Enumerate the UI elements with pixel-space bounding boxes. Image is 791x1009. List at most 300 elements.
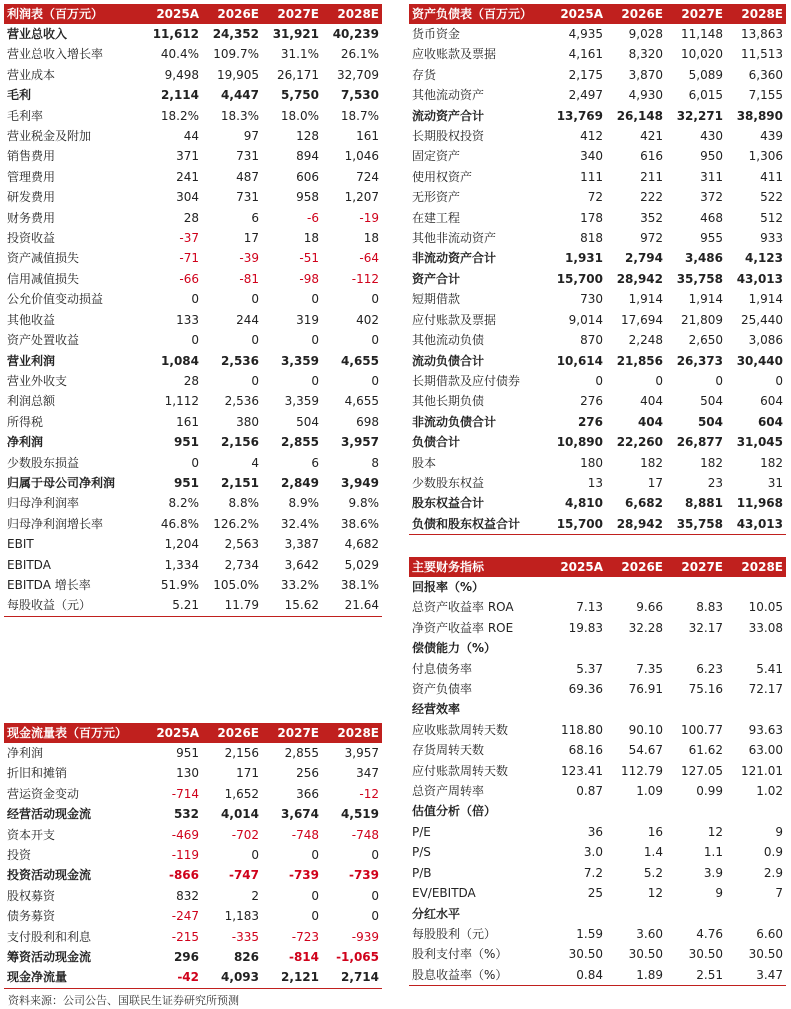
row-label: 在建工程 xyxy=(412,210,461,225)
row-label: 折旧和摊销 xyxy=(7,766,68,781)
cell-value: 366 xyxy=(296,786,319,801)
row-label: 偿债能力（%） xyxy=(412,641,497,656)
cell-value: 13,769 xyxy=(556,108,603,123)
cell-value: 63.00 xyxy=(748,743,783,758)
cell-value: 468 xyxy=(700,210,723,225)
table-row xyxy=(409,842,786,862)
row-label: 经营效率 xyxy=(412,702,461,717)
row-label: 资产合计 xyxy=(412,271,461,286)
cell-value: 604 xyxy=(760,394,783,409)
cell-value: 0 xyxy=(191,455,199,470)
cell-value: 21.64 xyxy=(322,595,382,616)
cell-value: 3,674 xyxy=(281,807,319,822)
row-label: 财务费用 xyxy=(7,210,56,225)
table-row xyxy=(4,371,382,391)
cell-value: 28,942 xyxy=(606,514,666,535)
cell-value: 894 xyxy=(296,149,319,164)
cell-value: 161 xyxy=(176,414,199,429)
cell-value: 244 xyxy=(236,312,259,327)
cell-value: 0 xyxy=(371,888,379,903)
table-header-row xyxy=(4,723,382,743)
table-row xyxy=(409,391,786,411)
cell-value: 0 xyxy=(311,888,319,903)
row-label: 存货 xyxy=(412,67,437,82)
cell-value: 28 xyxy=(183,373,199,388)
cell-value: 31.1% xyxy=(280,47,319,62)
cell-value: 2,849 xyxy=(281,475,319,490)
table-row xyxy=(4,146,382,166)
cell-value: 730 xyxy=(580,292,603,307)
cell-value: 69.36 xyxy=(568,682,603,697)
table-row xyxy=(409,126,786,146)
table-row xyxy=(409,228,786,248)
cell-value: 404 xyxy=(637,414,663,429)
row-label: 负债和股东权益合计 xyxy=(409,514,546,535)
row-label: EBITDA 增长率 xyxy=(7,577,91,592)
row-label: 流动负债合计 xyxy=(412,353,485,368)
cell-value: 5.21 xyxy=(142,595,202,616)
table-row xyxy=(409,453,786,473)
cell-value: 276 xyxy=(577,414,603,429)
cell-value: 0 xyxy=(595,373,603,388)
table-row xyxy=(4,412,382,432)
row-label: 投资 xyxy=(7,848,32,863)
table-row xyxy=(409,740,786,760)
cell-value: 256 xyxy=(296,766,319,781)
table-row xyxy=(4,743,382,763)
table-row xyxy=(4,555,382,575)
row-label: 股本 xyxy=(412,455,437,470)
table-row xyxy=(4,228,382,248)
table-row xyxy=(4,906,382,926)
cell-value: 6.60 xyxy=(756,926,783,941)
cell-value: 90.10 xyxy=(628,722,663,737)
cell-value: 7,155 xyxy=(748,88,783,103)
table-row xyxy=(4,886,382,906)
column-header: 2028E xyxy=(726,557,786,577)
cell-value: 487 xyxy=(236,169,259,184)
cell-value: 439 xyxy=(760,129,783,144)
row-label: EV/EBITDA xyxy=(412,886,476,901)
table-row xyxy=(4,927,382,947)
cell-value: 22,260 xyxy=(616,435,663,450)
cell-value: 17 xyxy=(647,475,663,490)
cell-value: -702 xyxy=(231,827,259,842)
cell-value: 36 xyxy=(587,824,603,839)
cell-value: 1.59 xyxy=(576,926,603,941)
income-statement-table xyxy=(4,4,382,617)
column-header: 2027E xyxy=(666,4,726,24)
cell-value: 15.62 xyxy=(262,595,322,616)
cell-value: 33.2% xyxy=(280,577,319,592)
cell-value: 40.4% xyxy=(160,47,199,62)
cell-value: 12 xyxy=(647,886,663,901)
cell-value: 10,020 xyxy=(681,47,723,62)
column-header: 2025A xyxy=(546,4,606,24)
row-label: 长期借款及应付债券 xyxy=(412,373,521,388)
cell-value: 276 xyxy=(580,394,603,409)
cell-value: 3,387 xyxy=(284,537,319,552)
row-label: 总资产收益率 ROA xyxy=(412,600,514,615)
cell-value: 32,271 xyxy=(676,108,723,123)
cell-value: 818 xyxy=(580,231,603,246)
cell-value: 211 xyxy=(640,169,663,184)
cell-value: 2,563 xyxy=(224,537,259,552)
cell-value: 54.67 xyxy=(628,743,663,758)
cell-value: 9,498 xyxy=(164,67,199,82)
table-row xyxy=(4,865,382,885)
cell-value: 4,123 xyxy=(745,251,783,266)
cell-value: -866 xyxy=(168,868,199,883)
cell-value: 512 xyxy=(760,210,783,225)
table-row xyxy=(4,44,382,64)
cell-value: 9,028 xyxy=(628,27,663,41)
cell-value: -814 xyxy=(288,950,319,965)
cell-value: 2,175 xyxy=(568,67,603,82)
row-label: 非流动负债合计 xyxy=(412,414,497,429)
cell-value: 6,015 xyxy=(688,88,723,103)
row-label: 资产减值损失 xyxy=(7,251,80,266)
cell-value: 123.41 xyxy=(561,763,603,778)
balance-sheet-table xyxy=(409,4,786,535)
cell-value: 0 xyxy=(311,848,319,863)
cell-value: 18.2% xyxy=(160,108,199,123)
row-label: 少数股东权益 xyxy=(412,475,485,490)
cell-value: 0 xyxy=(251,333,259,348)
cell-value: 2,714 xyxy=(322,967,382,988)
cell-value: 7.2 xyxy=(583,865,603,880)
table-row xyxy=(409,514,786,535)
cell-value: 112.79 xyxy=(621,763,663,778)
row-label: EBITDA xyxy=(7,557,51,572)
row-label: 长期股权投资 xyxy=(412,129,485,144)
cell-value: -739 xyxy=(288,868,319,883)
cell-value: 2,650 xyxy=(688,333,723,348)
row-label: 非流动资产合计 xyxy=(412,251,497,266)
table-row xyxy=(409,720,786,740)
section-header-row xyxy=(409,904,786,924)
table-header-row xyxy=(4,4,382,24)
row-label: 应付账款周转天数 xyxy=(412,763,509,778)
table-row xyxy=(409,310,786,330)
table-row xyxy=(4,967,382,988)
cell-value: 16 xyxy=(647,824,663,839)
table-row xyxy=(409,167,786,187)
cell-value: 3,359 xyxy=(284,394,319,409)
table-row xyxy=(409,24,786,44)
table-row xyxy=(4,473,382,493)
cell-value: 0.99 xyxy=(696,784,723,799)
cell-value: 9.8% xyxy=(348,496,379,511)
cell-value: 352 xyxy=(640,210,663,225)
row-label: EBIT xyxy=(7,537,34,552)
cell-value: -42 xyxy=(142,967,202,988)
cell-value: 61.62 xyxy=(688,743,723,758)
cell-value: 4 xyxy=(251,455,259,470)
cell-value: 5.41 xyxy=(756,661,783,676)
table-row xyxy=(409,822,786,842)
cell-value: 724 xyxy=(356,169,379,184)
cell-value: 40,239 xyxy=(332,27,379,41)
table-row xyxy=(409,330,786,350)
cell-value: 0 xyxy=(311,333,319,348)
table-row xyxy=(409,473,786,493)
row-label: 归属于母公司净利润 xyxy=(7,475,116,490)
table-row xyxy=(4,85,382,105)
cell-value: 1,334 xyxy=(164,557,199,572)
row-label: 其他长期负债 xyxy=(412,394,485,409)
cell-value: 4,093 xyxy=(202,967,262,988)
cell-value: -112 xyxy=(351,271,379,286)
cell-value: 0 xyxy=(311,373,319,388)
cell-value: 32,709 xyxy=(337,67,379,82)
cell-value: -6 xyxy=(307,210,319,225)
cell-value: 105.0% xyxy=(213,577,259,592)
cell-value: 2,536 xyxy=(221,353,259,368)
cell-value: -723 xyxy=(291,929,319,944)
cell-value: -71 xyxy=(179,251,199,266)
cell-value: 31,921 xyxy=(272,27,319,41)
table-row xyxy=(409,761,786,781)
cell-value: -19 xyxy=(359,210,379,225)
table-row xyxy=(409,924,786,944)
cell-value: 1.1 xyxy=(703,845,723,860)
cell-value: 5,750 xyxy=(281,88,319,103)
cell-value: 11,148 xyxy=(681,27,723,41)
cell-value: 0 xyxy=(191,333,199,348)
cell-value: 3.47 xyxy=(726,965,786,986)
column-header: 2026E xyxy=(606,557,666,577)
cell-value: 26,877 xyxy=(676,435,723,450)
cell-value: -1,065 xyxy=(336,950,379,965)
table-row xyxy=(409,493,786,513)
cell-value: 32.17 xyxy=(688,620,723,635)
row-label: P/B xyxy=(412,865,432,880)
column-header: 2028E xyxy=(726,4,786,24)
cell-value: 2.9 xyxy=(763,865,783,880)
row-label: P/E xyxy=(412,824,431,839)
cell-value: 118.80 xyxy=(561,722,603,737)
cell-value: 26.1% xyxy=(340,47,379,62)
row-label: 营运资金变动 xyxy=(7,786,80,801)
cell-value: -64 xyxy=(359,251,379,266)
cell-value: 7.35 xyxy=(636,661,663,676)
cell-value: 3,870 xyxy=(628,67,663,82)
cell-value: 32.4% xyxy=(280,516,319,531)
cell-value: -215 xyxy=(171,929,199,944)
cell-value: 2,156 xyxy=(221,435,259,450)
cell-value: 18.7% xyxy=(340,108,379,123)
column-header: 2027E xyxy=(262,4,322,24)
cell-value: 1.89 xyxy=(606,965,666,986)
cell-value: 8.83 xyxy=(696,600,723,615)
cell-value: -739 xyxy=(348,868,379,883)
row-label: 毛利 xyxy=(7,88,32,103)
table-row xyxy=(4,167,382,187)
row-label: 每股股利（元） xyxy=(412,926,497,941)
cell-value: 8.8% xyxy=(228,496,259,511)
cell-value: 371 xyxy=(176,149,199,164)
cell-value: 604 xyxy=(757,414,783,429)
cell-value: 3,957 xyxy=(341,435,379,450)
table-title: 现金流量表（百万元） xyxy=(4,723,142,743)
cell-value: 372 xyxy=(700,190,723,205)
cell-value: -81 xyxy=(239,271,259,286)
table-row xyxy=(4,595,382,616)
source-note: 资料来源：公司公告、国联民生证券研究所预测 xyxy=(8,994,239,1007)
cell-value: 3,642 xyxy=(284,557,319,572)
row-label: 流动资产合计 xyxy=(412,108,485,123)
table-row xyxy=(4,351,382,371)
cell-value: 133 xyxy=(176,312,199,327)
row-label: 现金净流量 xyxy=(4,967,142,988)
cell-value: 161 xyxy=(356,129,379,144)
table-row xyxy=(409,597,786,617)
row-label: 总资产周转率 xyxy=(412,784,485,799)
cell-value: 4,930 xyxy=(628,88,663,103)
table-header-row xyxy=(409,557,786,577)
row-label: 股利支付率（%） xyxy=(412,947,508,962)
cell-value: 958 xyxy=(296,190,319,205)
cell-value: 4,655 xyxy=(344,394,379,409)
cell-value: 38.6% xyxy=(340,516,379,531)
table-row xyxy=(4,825,382,845)
cash-flow-statement-table xyxy=(4,723,382,989)
cell-value: 13,863 xyxy=(741,27,783,41)
cell-value: 30,440 xyxy=(736,353,783,368)
cell-value: 2,156 xyxy=(224,746,259,760)
cell-value: 296 xyxy=(173,950,199,965)
row-label: 其他流动资产 xyxy=(412,88,485,103)
table-row xyxy=(4,763,382,783)
cell-value: 950 xyxy=(700,149,723,164)
cell-value: 26,171 xyxy=(277,67,319,82)
cell-value: 0 xyxy=(371,292,379,307)
cell-value: -98 xyxy=(299,271,319,286)
cell-value: 0.9 xyxy=(763,845,783,860)
row-label: 公允价值变动损益 xyxy=(7,292,104,307)
table-row xyxy=(4,432,382,452)
cell-value: 4,655 xyxy=(341,353,379,368)
cell-value: 72 xyxy=(587,190,603,205)
cell-value: -748 xyxy=(351,827,379,842)
cell-value: 8,320 xyxy=(628,47,663,62)
table-row xyxy=(4,493,382,513)
table-row xyxy=(4,208,382,228)
cell-value: 2,497 xyxy=(568,88,603,103)
table-title: 利润表（百万元） xyxy=(4,4,142,24)
row-label: 分红水平 xyxy=(412,906,461,921)
cell-value: 9,014 xyxy=(568,312,603,327)
cell-value: -37 xyxy=(179,231,199,246)
column-header: 2025A xyxy=(142,723,202,743)
table-row xyxy=(4,126,382,146)
cell-value: 951 xyxy=(173,475,199,490)
table-row xyxy=(4,453,382,473)
cell-value: 319 xyxy=(296,312,319,327)
table-row xyxy=(4,106,382,126)
cell-value: 304 xyxy=(176,190,199,205)
cell-value: 9.66 xyxy=(636,600,663,615)
table-row xyxy=(4,289,382,309)
cell-value: 3.60 xyxy=(636,926,663,941)
cell-value: 18 xyxy=(303,231,319,246)
cell-value: 951 xyxy=(176,746,199,760)
cell-value: 28,942 xyxy=(616,271,663,286)
cell-value: 121.01 xyxy=(741,763,783,778)
cell-value: 19.83 xyxy=(568,620,603,635)
row-label: 营业利润 xyxy=(7,353,56,368)
cell-value: 21,809 xyxy=(681,312,723,327)
cell-value: -747 xyxy=(228,868,259,883)
cell-value: -119 xyxy=(171,848,199,863)
table-title: 资产负债表（百万元） xyxy=(409,4,546,24)
cell-value: 26,373 xyxy=(676,353,723,368)
cell-value: 0.87 xyxy=(576,784,603,799)
cell-value: 5,029 xyxy=(344,557,379,572)
row-label: 利润总额 xyxy=(7,394,56,409)
cell-value: 955 xyxy=(700,231,723,246)
row-label: 股东权益合计 xyxy=(412,496,485,511)
cell-value: 1.02 xyxy=(756,784,783,799)
cell-value: 1,914 xyxy=(688,292,723,307)
column-header: 2027E xyxy=(666,557,726,577)
cell-value: -469 xyxy=(171,827,199,842)
cell-value: 17 xyxy=(243,231,259,246)
row-label: 所得税 xyxy=(7,414,44,429)
row-label: 存货周转天数 xyxy=(412,743,485,758)
row-label: 应收账款周转天数 xyxy=(412,722,509,737)
cell-value: 10,890 xyxy=(556,435,603,450)
cell-value: 1.09 xyxy=(636,784,663,799)
cell-value: 24,352 xyxy=(212,27,259,41)
cell-value: 182 xyxy=(700,455,723,470)
row-label: 净利润 xyxy=(7,435,44,450)
cell-value: 826 xyxy=(233,950,259,965)
cell-value: 0 xyxy=(371,909,379,924)
cell-value: 127.05 xyxy=(681,763,723,778)
table-row xyxy=(409,248,786,268)
column-header: 2025A xyxy=(546,557,606,577)
cell-value: 4,810 xyxy=(565,496,603,511)
cell-value: 1,112 xyxy=(164,394,199,409)
cell-value: 7 xyxy=(775,886,783,901)
row-label: 应收账款及票据 xyxy=(412,47,497,62)
cell-value: 109.7% xyxy=(213,47,259,62)
column-header: 2028E xyxy=(322,4,382,24)
table-row xyxy=(409,965,786,986)
cell-value: 504 xyxy=(697,414,723,429)
cell-value: 93.63 xyxy=(748,722,783,737)
cell-value: -714 xyxy=(171,786,199,801)
cell-value: 4,161 xyxy=(568,47,603,62)
table-row xyxy=(4,514,382,534)
cell-value: 9 xyxy=(775,824,783,839)
cell-value: 18 xyxy=(363,231,379,246)
cell-value: 731 xyxy=(236,190,259,205)
row-label: 支付股利和利息 xyxy=(7,929,92,944)
row-label: 资产负债率 xyxy=(412,682,473,697)
cell-value: 3,957 xyxy=(344,746,379,760)
row-label: 少数股东损益 xyxy=(7,455,80,470)
cell-value: 0 xyxy=(775,373,783,388)
cell-value: 0.84 xyxy=(546,965,606,986)
cell-value: 4,682 xyxy=(344,537,379,552)
table-row xyxy=(4,947,382,967)
row-label: 货币资金 xyxy=(412,27,461,41)
cell-value: 30.50 xyxy=(688,947,723,962)
column-header: 2026E xyxy=(606,4,666,24)
